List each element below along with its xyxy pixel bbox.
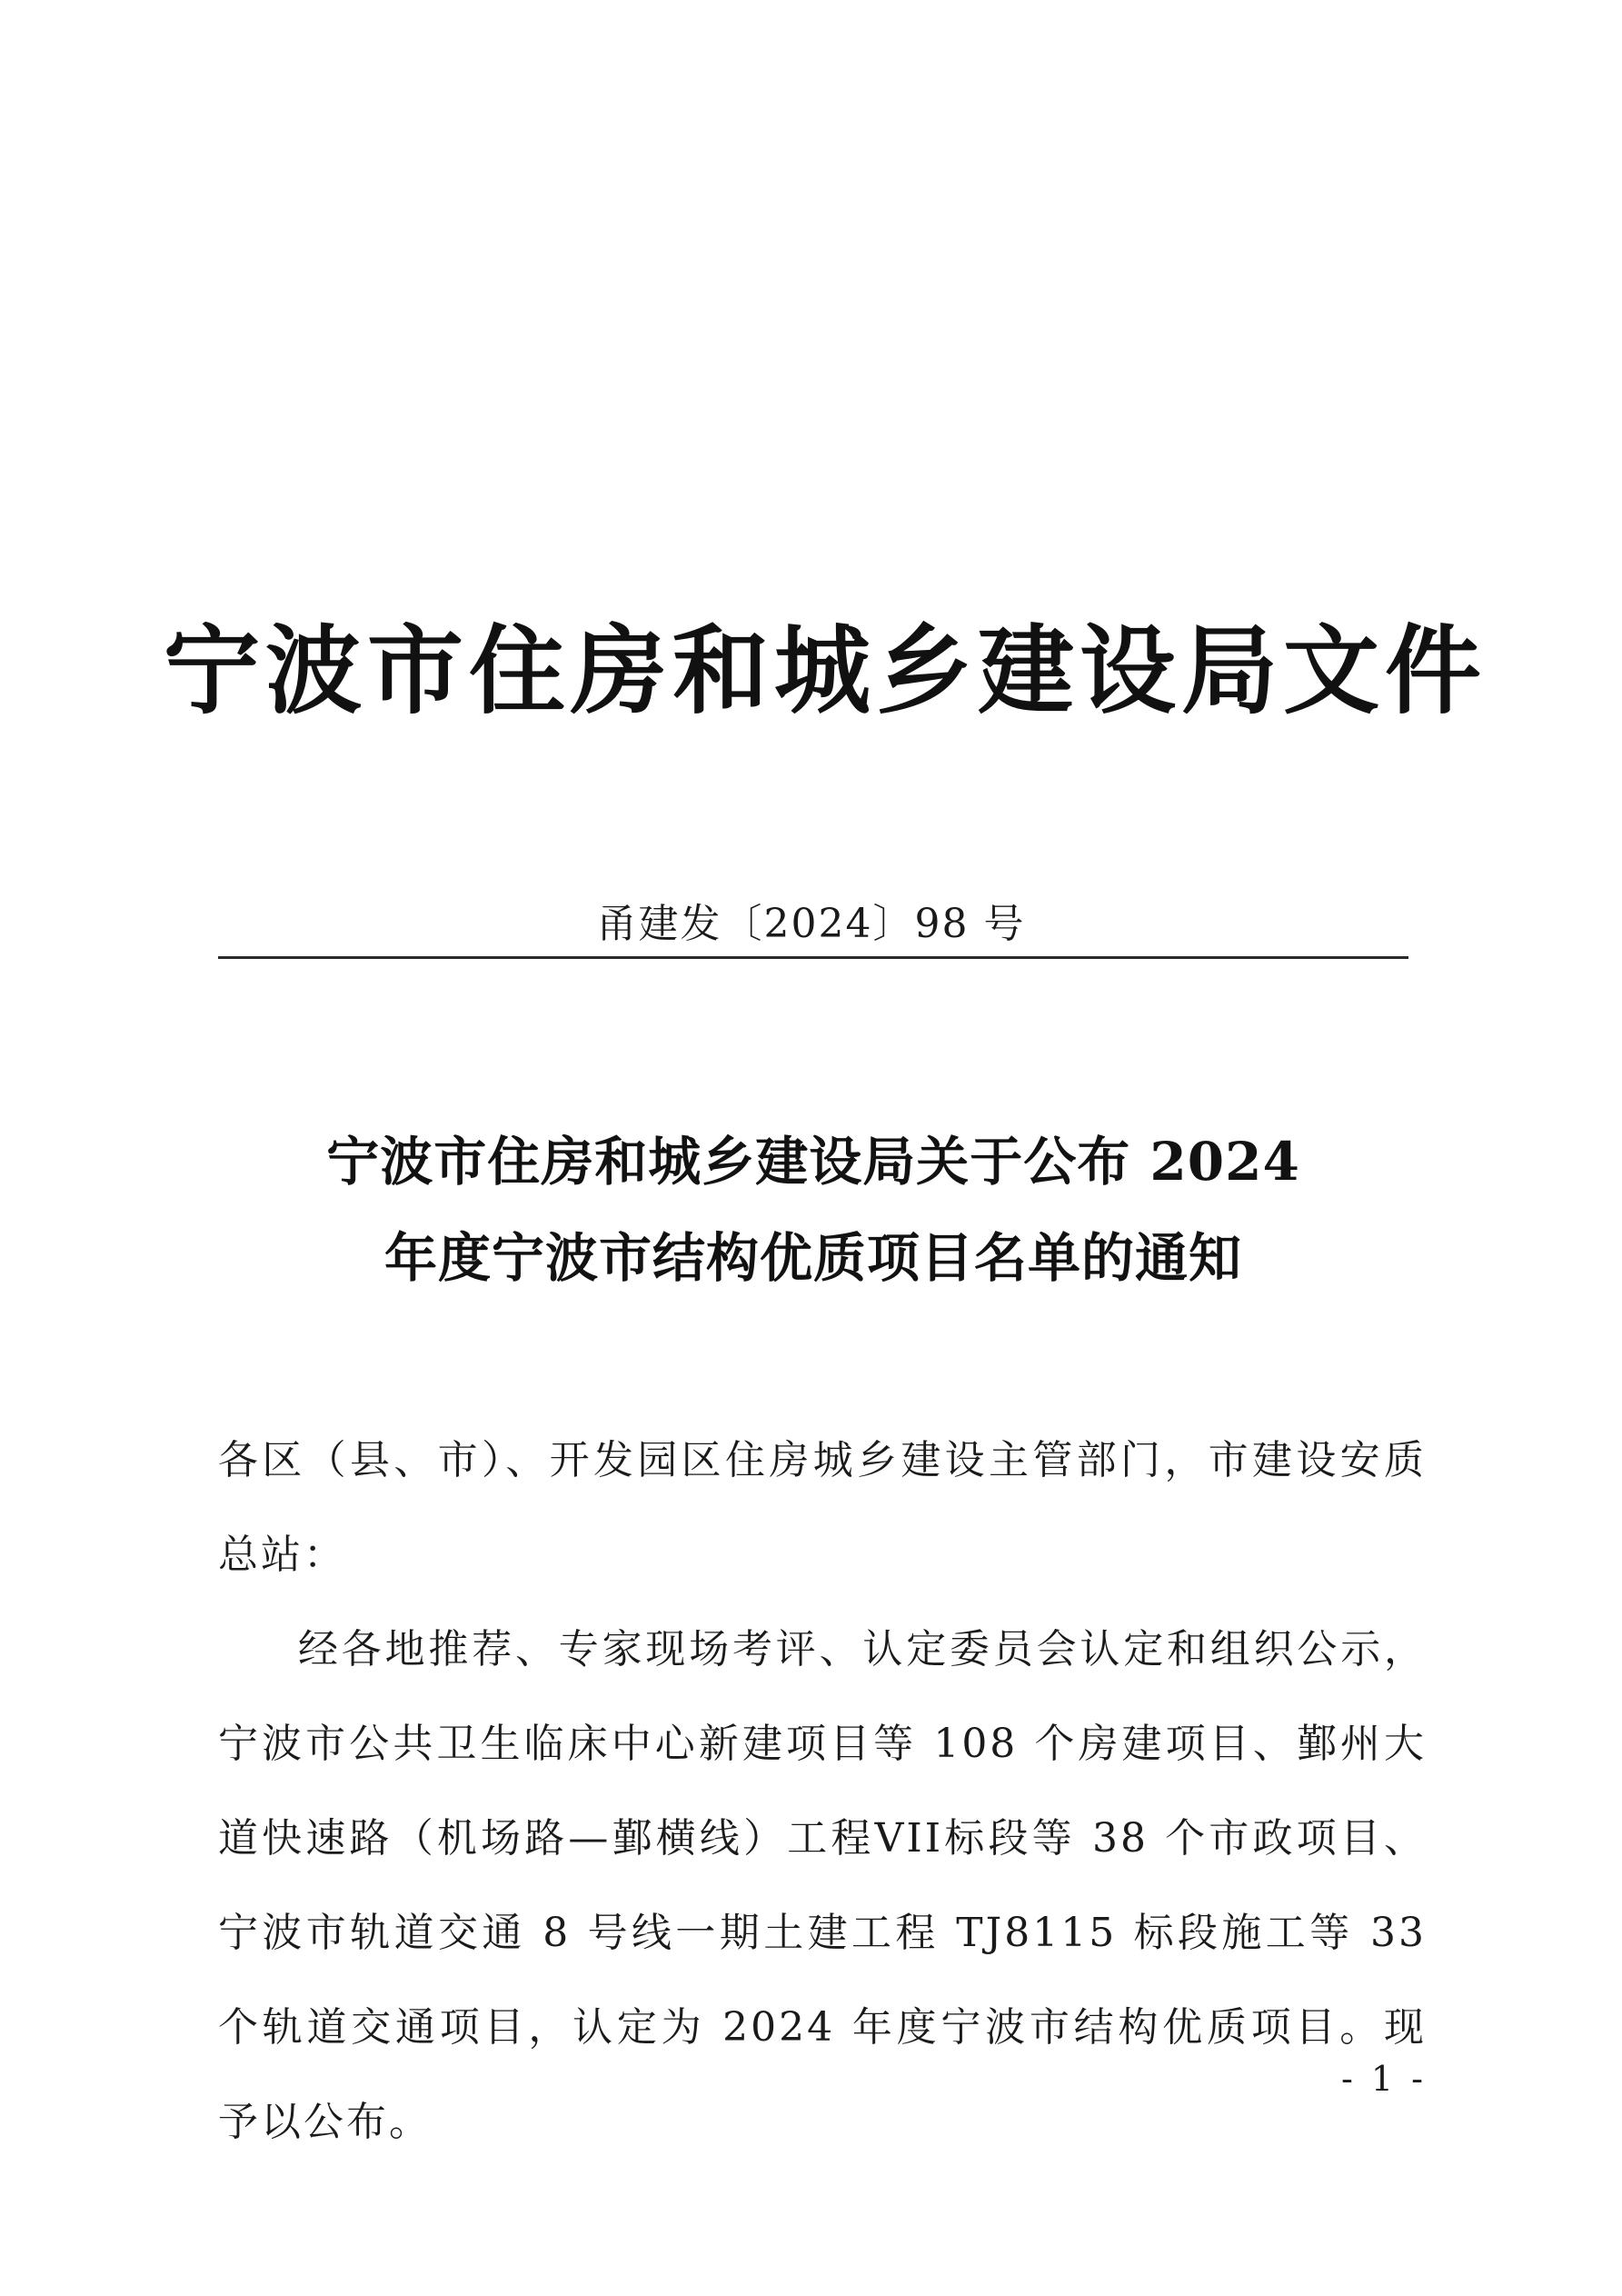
document-title	[218, 1113, 1408, 1306]
salutation: 各区（县、市）、开发园区住房城乡建设主管部门，市建设安质总站：	[218, 1437, 1427, 1578]
body-paragraph: 经各地推荐、专家现场考评、认定委员会认定和组织公示，宁波市公共卫生临床中心新建项目等 108 个房建项目、鄞州大道快速路（机场路—鄞横线）工程VII标段等 38 个市政项目、宁波市轨道交通 8 号线一期土建工程 TJ8115 标段施工等 33 个轨道交通项目，认定为 2024 年度宁波市结构优质项目。现予以公布。	[218, 1626, 1427, 2145]
header-divider	[218, 956, 1408, 959]
document-title-line-1: 宁波市住房和城乡建设局关于公布 2024	[326, 1131, 1300, 1193]
document-title-line-2: 年度宁波市结构优质项目名单的通知	[383, 1227, 1242, 1289]
issuer-header: 宁波市住房和城乡建设局文件	[164, 614, 1487, 727]
page-number: - 1 -	[1340, 2059, 1427, 2099]
document-body	[218, 1413, 1427, 2170]
document-number: 甬建发〔2024〕98 号	[596, 901, 1026, 947]
